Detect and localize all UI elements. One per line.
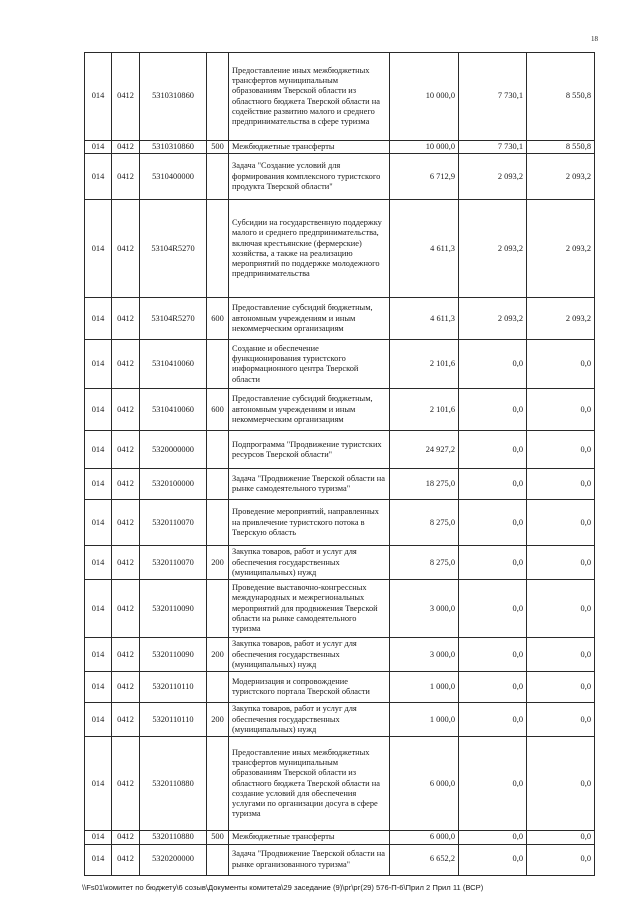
cell-description: Закупка товаров, работ и услуг для обеспечения государственных (муниципальных) нужд bbox=[229, 638, 390, 672]
cell-amount-2: 0,0 bbox=[459, 703, 527, 737]
table-row bbox=[85, 469, 595, 500]
cell-department: 014 bbox=[85, 340, 112, 389]
cell-expense-type bbox=[207, 500, 229, 546]
cell-amount-1: 4 611,3 bbox=[390, 298, 459, 340]
cell-expense-type: 200 bbox=[207, 638, 229, 672]
file-path-footer: \\Fs01\комитет по бюджету\6 созыв\Документы комитета\29 заседание (9)\рг\рг(29) 576-П-6\Прил 2 Прил 11 (ВСР) bbox=[82, 883, 484, 892]
cell-expense-type bbox=[207, 844, 229, 875]
cell-section: 0412 bbox=[112, 154, 140, 200]
cell-amount-1: 6 652,2 bbox=[390, 844, 459, 875]
cell-amount-3: 2 093,2 bbox=[527, 154, 595, 200]
cell-amount-1: 4 611,3 bbox=[390, 200, 459, 298]
cell-target-article: 5310310860 bbox=[140, 141, 207, 154]
cell-amount-2: 2 093,2 bbox=[459, 200, 527, 298]
cell-target-article: 5320110090 bbox=[140, 580, 207, 638]
table-row bbox=[85, 500, 595, 546]
cell-expense-type: 200 bbox=[207, 703, 229, 737]
cell-expense-type bbox=[207, 154, 229, 200]
cell-amount-2: 0,0 bbox=[459, 389, 527, 431]
table-row bbox=[85, 200, 595, 298]
cell-amount-3: 0,0 bbox=[527, 844, 595, 875]
cell-target-article: 5320110880 bbox=[140, 831, 207, 844]
cell-amount-1: 3 000,0 bbox=[390, 638, 459, 672]
cell-section: 0412 bbox=[112, 431, 140, 469]
cell-amount-1: 1 000,0 bbox=[390, 703, 459, 737]
cell-description: Закупка товаров, работ и услуг для обеспечения государственных (муниципальных) нужд bbox=[229, 546, 390, 580]
cell-description: Предоставление субсидий бюджетным, автономным учреждениям и иным некоммерческим организациям bbox=[229, 389, 390, 431]
cell-section: 0412 bbox=[112, 546, 140, 580]
cell-amount-1: 18 275,0 bbox=[390, 469, 459, 500]
cell-amount-1: 2 101,6 bbox=[390, 389, 459, 431]
cell-target-article: 5320200000 bbox=[140, 844, 207, 875]
cell-expense-type bbox=[207, 580, 229, 638]
cell-section: 0412 bbox=[112, 844, 140, 875]
cell-amount-3: 0,0 bbox=[527, 703, 595, 737]
cell-amount-2: 0,0 bbox=[459, 431, 527, 469]
table-row bbox=[85, 638, 595, 672]
cell-department: 014 bbox=[85, 844, 112, 875]
table-row bbox=[85, 737, 595, 831]
cell-amount-3: 8 550,8 bbox=[527, 141, 595, 154]
cell-amount-1: 8 275,0 bbox=[390, 546, 459, 580]
cell-expense-type bbox=[207, 672, 229, 703]
cell-description: Межбюджетные трансферты bbox=[229, 141, 390, 154]
cell-department: 014 bbox=[85, 389, 112, 431]
table-row bbox=[85, 141, 595, 154]
cell-target-article: 5310310860 bbox=[140, 53, 207, 141]
cell-amount-2: 0,0 bbox=[459, 737, 527, 831]
cell-amount-1: 2 101,6 bbox=[390, 340, 459, 389]
cell-department: 014 bbox=[85, 703, 112, 737]
cell-expense-type bbox=[207, 431, 229, 469]
cell-amount-3: 0,0 bbox=[527, 580, 595, 638]
cell-amount-2: 0,0 bbox=[459, 469, 527, 500]
cell-section: 0412 bbox=[112, 298, 140, 340]
cell-amount-3: 0,0 bbox=[527, 546, 595, 580]
cell-amount-2: 2 093,2 bbox=[459, 154, 527, 200]
cell-expense-type bbox=[207, 469, 229, 500]
cell-amount-1: 10 000,0 bbox=[390, 141, 459, 154]
table-row bbox=[85, 703, 595, 737]
cell-expense-type bbox=[207, 53, 229, 141]
cell-amount-2: 7 730,1 bbox=[459, 53, 527, 141]
table-row bbox=[85, 546, 595, 580]
cell-target-article: 5320100000 bbox=[140, 469, 207, 500]
cell-description: Предоставление иных межбюджетных трансфертов муниципальным образованиям Тверской области из областного бюджета Тверской области на создание условий для обеспечения услугами по организации досуга в сфере туризма bbox=[229, 737, 390, 831]
table-row bbox=[85, 389, 595, 431]
cell-department: 014 bbox=[85, 831, 112, 844]
cell-amount-3: 0,0 bbox=[527, 672, 595, 703]
cell-amount-1: 3 000,0 bbox=[390, 580, 459, 638]
table-row bbox=[85, 580, 595, 638]
cell-amount-2: 7 730,1 bbox=[459, 141, 527, 154]
cell-target-article: 5310410060 bbox=[140, 389, 207, 431]
cell-amount-1: 6 712,9 bbox=[390, 154, 459, 200]
cell-department: 014 bbox=[85, 500, 112, 546]
cell-expense-type: 200 bbox=[207, 546, 229, 580]
cell-description: Проведение мероприятий, направленных на привлечение туристского потока в Тверскую область bbox=[229, 500, 390, 546]
cell-target-article: 5320110110 bbox=[140, 672, 207, 703]
cell-section: 0412 bbox=[112, 141, 140, 154]
cell-amount-3: 0,0 bbox=[527, 831, 595, 844]
cell-target-article: 5320110110 bbox=[140, 703, 207, 737]
cell-amount-1: 1 000,0 bbox=[390, 672, 459, 703]
cell-department: 014 bbox=[85, 154, 112, 200]
cell-section: 0412 bbox=[112, 469, 140, 500]
cell-section: 0412 bbox=[112, 53, 140, 141]
cell-section: 0412 bbox=[112, 389, 140, 431]
cell-section: 0412 bbox=[112, 831, 140, 844]
cell-description: Межбюджетные трансферты bbox=[229, 831, 390, 844]
cell-expense-type bbox=[207, 737, 229, 831]
cell-department: 014 bbox=[85, 141, 112, 154]
cell-amount-3: 0,0 bbox=[527, 340, 595, 389]
cell-amount-3: 0,0 bbox=[527, 431, 595, 469]
cell-amount-2: 2 093,2 bbox=[459, 298, 527, 340]
table-row bbox=[85, 672, 595, 703]
cell-amount-1: 6 000,0 bbox=[390, 831, 459, 844]
cell-target-article: 53104R5270 bbox=[140, 298, 207, 340]
cell-description: Модернизация и сопровождение туристского портала Тверской области bbox=[229, 672, 390, 703]
cell-department: 014 bbox=[85, 298, 112, 340]
cell-amount-2: 0,0 bbox=[459, 340, 527, 389]
cell-target-article: 5310410060 bbox=[140, 340, 207, 389]
cell-section: 0412 bbox=[112, 737, 140, 831]
table-row bbox=[85, 298, 595, 340]
cell-amount-1: 8 275,0 bbox=[390, 500, 459, 546]
cell-description: Закупка товаров, работ и услуг для обеспечения государственных (муниципальных) нужд bbox=[229, 703, 390, 737]
cell-amount-3: 0,0 bbox=[527, 389, 595, 431]
cell-department: 014 bbox=[85, 638, 112, 672]
cell-target-article: 5320000000 bbox=[140, 431, 207, 469]
cell-section: 0412 bbox=[112, 638, 140, 672]
cell-target-article: 5320110880 bbox=[140, 737, 207, 831]
cell-description: Создание и обеспечение функционирования туристского информационного центра Тверской области bbox=[229, 340, 390, 389]
cell-amount-3: 2 093,2 bbox=[527, 200, 595, 298]
budget-table bbox=[84, 52, 595, 876]
cell-section: 0412 bbox=[112, 340, 140, 389]
cell-section: 0412 bbox=[112, 200, 140, 298]
cell-department: 014 bbox=[85, 469, 112, 500]
cell-description: Задача "Продвижение Тверской области на рынке самодеятельного туризма" bbox=[229, 469, 390, 500]
cell-amount-2: 0,0 bbox=[459, 638, 527, 672]
cell-amount-3: 0,0 bbox=[527, 737, 595, 831]
cell-expense-type: 500 bbox=[207, 831, 229, 844]
cell-description: Субсидии на государственную поддержку малого и среднего предпринимательства, включая крестьянские (фермерские) хозяйства, а также на реализацию мероприятий по поддержке молодежного предпринимательства bbox=[229, 200, 390, 298]
cell-department: 014 bbox=[85, 546, 112, 580]
table-row bbox=[85, 154, 595, 200]
cell-department: 014 bbox=[85, 200, 112, 298]
cell-expense-type: 500 bbox=[207, 141, 229, 154]
table-row bbox=[85, 431, 595, 469]
cell-amount-3: 0,0 bbox=[527, 500, 595, 546]
table-row bbox=[85, 53, 595, 141]
cell-target-article: 5320110070 bbox=[140, 500, 207, 546]
cell-amount-2: 0,0 bbox=[459, 831, 527, 844]
cell-description: Предоставление субсидий бюджетным, автономным учреждениям и иным некоммерческим организациям bbox=[229, 298, 390, 340]
cell-amount-2: 0,0 bbox=[459, 672, 527, 703]
cell-department: 014 bbox=[85, 53, 112, 141]
page-number: 18 bbox=[591, 35, 598, 43]
cell-amount-2: 0,0 bbox=[459, 500, 527, 546]
cell-amount-3: 0,0 bbox=[527, 469, 595, 500]
cell-description: Задача "Создание условий для формирования комплексного туристского продукта Тверской области" bbox=[229, 154, 390, 200]
cell-expense-type: 600 bbox=[207, 298, 229, 340]
cell-amount-2: 0,0 bbox=[459, 844, 527, 875]
cell-section: 0412 bbox=[112, 580, 140, 638]
cell-amount-1: 6 000,0 bbox=[390, 737, 459, 831]
cell-section: 0412 bbox=[112, 672, 140, 703]
cell-description: Проведение выставочно-конгрессных международных и межрегиональных мероприятий для продвижения Тверской области на рынке самодеятельного туризма bbox=[229, 580, 390, 638]
cell-amount-3: 0,0 bbox=[527, 638, 595, 672]
table-row bbox=[85, 844, 595, 875]
cell-amount-1: 24 927,2 bbox=[390, 431, 459, 469]
cell-amount-1: 10 000,0 bbox=[390, 53, 459, 141]
cell-expense-type: 600 bbox=[207, 389, 229, 431]
cell-department: 014 bbox=[85, 737, 112, 831]
cell-department: 014 bbox=[85, 431, 112, 469]
cell-expense-type bbox=[207, 200, 229, 298]
cell-target-article: 53104R5270 bbox=[140, 200, 207, 298]
cell-description: Задача "Продвижение Тверской области на рынке организованного туризма" bbox=[229, 844, 390, 875]
cell-expense-type bbox=[207, 340, 229, 389]
cell-amount-3: 2 093,2 bbox=[527, 298, 595, 340]
cell-target-article: 5310400000 bbox=[140, 154, 207, 200]
cell-target-article: 5320110070 bbox=[140, 546, 207, 580]
table-row bbox=[85, 340, 595, 389]
cell-description: Предоставление иных межбюджетных трансфертов муниципальным образованиям Тверской области из областного бюджета Тверской области на содействие развитию малого и среднего предпринимательства в сфере туризма bbox=[229, 53, 390, 141]
cell-department: 014 bbox=[85, 672, 112, 703]
cell-amount-2: 0,0 bbox=[459, 546, 527, 580]
table-row bbox=[85, 831, 595, 844]
cell-section: 0412 bbox=[112, 500, 140, 546]
cell-amount-2: 0,0 bbox=[459, 580, 527, 638]
cell-section: 0412 bbox=[112, 703, 140, 737]
cell-department: 014 bbox=[85, 580, 112, 638]
cell-target-article: 5320110090 bbox=[140, 638, 207, 672]
cell-description: Подпрограмма "Продвижение туристских ресурсов Тверской области" bbox=[229, 431, 390, 469]
cell-amount-3: 8 550,8 bbox=[527, 53, 595, 141]
